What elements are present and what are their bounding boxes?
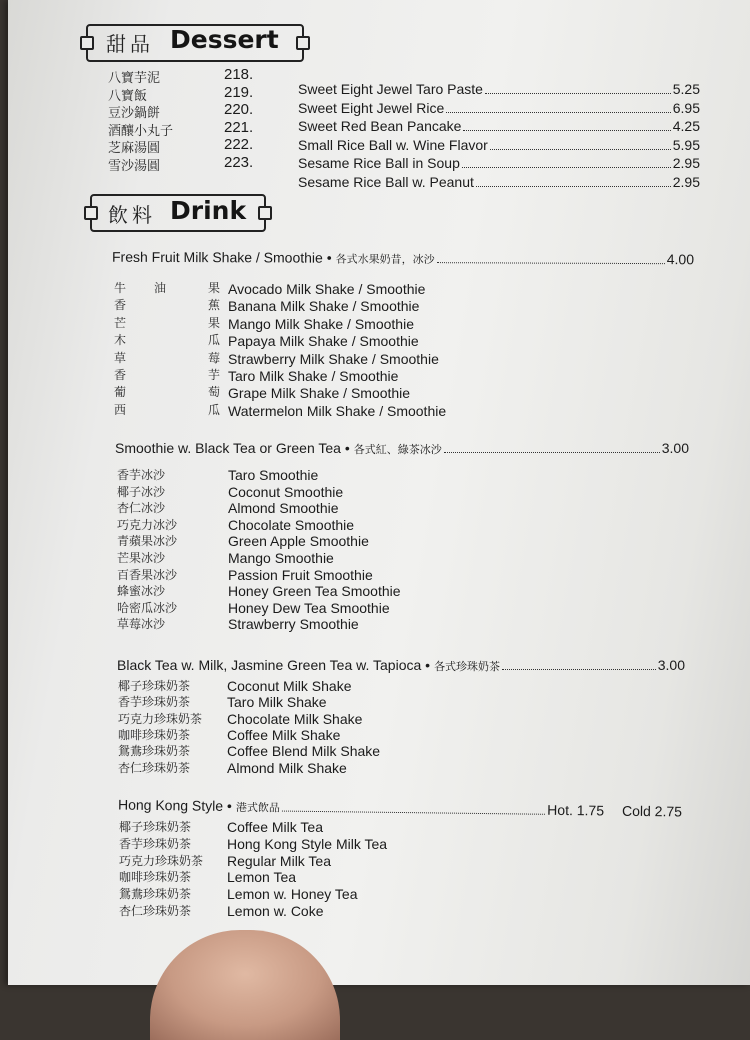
leader-dots: [476, 186, 671, 187]
fruit-item-zh-b: 瓜: [208, 333, 221, 348]
fruit-item-zh-a: 香: [114, 298, 135, 313]
drink-item-name: Coffee Milk Shake: [227, 726, 341, 743]
section-tapioca-price: 3.00: [657, 657, 685, 673]
drink-item-name: Almond Smoothie: [228, 500, 339, 517]
drink-item-name: Coffee Milk Tea: [227, 819, 323, 835]
fruit-item-zh-b: 芋: [208, 368, 221, 382]
drink-item-zh: 香芋珍珠奶茶: [119, 836, 192, 851]
fruit-item-zh-b: 果: [208, 315, 221, 330]
dessert-item-number: 218.: [224, 66, 254, 83]
fruit-item-zh-a: 木: [114, 333, 135, 348]
drink-item-zh: 香芋冰沙: [117, 468, 166, 482]
drink-item-name: Lemon Tea: [227, 869, 297, 886]
dessert-item-zh: 豆沙鍋餅: [108, 106, 161, 121]
drink-item-name: Chocolate Milk Shake: [227, 710, 363, 727]
drink-item-zh: 杏仁冰沙: [117, 501, 166, 516]
leader-dots: [490, 149, 671, 150]
dessert-item-price: 5.95: [672, 136, 700, 153]
fruit-item-zh-b: 萄: [208, 385, 221, 400]
dessert-item-zh: 芝麻湯圓: [108, 141, 161, 156]
dessert-item-row: [298, 137, 700, 153]
dessert-item-price: 2.95: [672, 173, 700, 190]
drink-item-name: Passion Fruit Smoothie: [228, 566, 373, 583]
fruit-item-name: Papaya Milk Shake / Smoothie: [228, 333, 419, 350]
fruit-item-zh-a: 香: [114, 368, 135, 382]
dessert-item-zh: 雪沙湯圓: [108, 158, 161, 174]
dessert-item-row: [298, 118, 700, 134]
section-fruit-title: [112, 249, 694, 269]
drink-header-zh: 飲料: [108, 203, 156, 227]
section-fruit-title-zh: 各式水果奶昔，冰沙: [335, 252, 435, 267]
dessert-item-number: 219.: [224, 83, 254, 101]
section-hk-price-hot: Hot. 1.75: [547, 801, 605, 819]
dessert-item-zh: 八寶飯: [108, 88, 148, 104]
section-tapioca-title-zh: 各式珍珠奶茶: [434, 660, 501, 673]
dessert-item-name: Sesame Rice Ball in Soup: [298, 155, 460, 171]
leader-dots: [463, 130, 670, 131]
drink-item-zh: 咖啡珍珠奶茶: [118, 727, 191, 742]
drink-item-zh: 芒果冰沙: [117, 551, 166, 565]
drink-item-name: Taro Milk Shake: [227, 694, 327, 711]
drink-item-zh: 鴛鴦珍珠奶茶: [119, 887, 192, 902]
fruit-item-zh-b: 蕉: [208, 298, 221, 313]
section-fruit-title-en: Fresh Fruit Milk Shake / Smoothie •: [111, 248, 332, 266]
drink-item-zh: 椰子冰沙: [117, 484, 166, 499]
fruit-item-zh-a: 牛 油: [114, 281, 175, 295]
section-smoothie-title-en: Smoothie w. Black Tea or Green Tea •: [115, 440, 350, 456]
drink-item-name: Lemon w. Honey Tea: [227, 886, 358, 903]
drink-item-name: Chocolate Smoothie: [228, 516, 355, 533]
dessert-item-number: 223.: [224, 153, 254, 171]
drink-item-name: Green Apple Smoothie: [228, 533, 369, 550]
fruit-item-name: Mango Milk Shake / Smoothie: [228, 315, 414, 332]
fruit-item-name: Watermelon Milk Shake / Smoothie: [228, 402, 447, 419]
fruit-item-zh-b: 莓: [208, 350, 221, 365]
dessert-item-zh: 八寶芋泥: [108, 71, 161, 86]
dessert-item-name: Sweet Eight Jewel Taro Paste: [298, 81, 483, 97]
dessert-item-number: 221.: [224, 118, 254, 136]
fruit-item-name: Taro Milk Shake / Smoothie: [228, 368, 399, 384]
drink-item-zh: 椰子珍珠奶茶: [119, 820, 192, 834]
drink-item-name: Regular Milk Tea: [227, 852, 332, 869]
leader-dots: [282, 811, 545, 815]
drink-item-zh: 蜂蜜冰沙: [117, 584, 166, 599]
leader-dots: [485, 93, 671, 94]
dessert-item-name: Sesame Rice Ball w. Peanut: [298, 173, 474, 190]
drink-item-name: Taro Smoothie: [228, 467, 319, 483]
dessert-item-price: 6.95: [672, 99, 700, 116]
drink-item-zh: 杏仁珍珠奶茶: [118, 760, 191, 775]
section-smoothie-price: 3.00: [661, 440, 689, 456]
drink-item-name: Coconut Smoothie: [228, 483, 344, 500]
dessert-item-row: [298, 81, 700, 97]
drink-item-zh: 青蘋果冰沙: [117, 534, 178, 549]
dessert-item-price: 5.25: [672, 81, 700, 97]
drink-item-name: Honey Dew Tea Smoothie: [228, 599, 390, 616]
dessert-header-zh: 甜品: [106, 32, 154, 56]
drink-header-en: Drink: [170, 196, 247, 225]
leader-dots: [462, 167, 671, 168]
fruit-item-zh-a: 草: [114, 350, 135, 365]
drink-item-name: Almond Milk Shake: [227, 759, 347, 776]
drink-item-zh: 巧克力珍珠奶茶: [118, 711, 203, 726]
dessert-item-row: [298, 174, 700, 190]
leader-dots: [444, 452, 660, 453]
dessert-item-name: Sweet Eight Jewel Rice: [298, 99, 445, 116]
drink-item-name: Mango Smoothie: [228, 550, 334, 566]
drink-item-zh: 哈密瓜冰沙: [117, 600, 178, 615]
drink-item-zh: 杏仁珍珠奶茶: [119, 904, 192, 918]
dessert-item-price: 2.95: [672, 155, 700, 171]
drink-item-name: Lemon w. Coke: [227, 903, 324, 919]
dessert-item-zh: 酒釀小丸子: [108, 123, 174, 139]
section-tapioca-title: [117, 657, 685, 674]
section-hk-price-cold: Cold 2.75: [621, 802, 683, 820]
fruit-item-zh-b: 果: [208, 281, 221, 295]
fruit-item-zh-a: 芒: [114, 315, 135, 330]
leader-dots: [446, 112, 670, 113]
dessert-item-name: Sweet Red Bean Pancake: [298, 118, 462, 134]
dessert-item-name: Small Rice Ball w. Wine Flavor: [298, 136, 488, 153]
drink-item-zh: 香芋珍珠奶茶: [118, 695, 191, 710]
fruit-item-zh-a: 西: [114, 402, 135, 417]
drink-item-name: Coconut Milk Shake: [227, 678, 352, 694]
section-hk-title-zh: 港式飲品: [235, 800, 280, 815]
leader-dots: [502, 669, 656, 670]
fruit-item-zh-b: 瓜: [208, 402, 221, 417]
section-hk-title-en: Hong Kong Style •: [117, 796, 232, 814]
drink-item-zh: 草莓冰沙: [117, 617, 166, 632]
dessert-item-row: [298, 100, 700, 116]
fruit-item-name: Avocado Milk Shake / Smoothie: [228, 281, 426, 297]
section-tapioca-title-en: Black Tea w. Milk, Jasmine Green Tea w. Tapioca •: [117, 657, 431, 673]
drink-item-zh: 百香果冰沙: [117, 567, 178, 582]
dessert-item-number: 222.: [224, 136, 254, 153]
drink-item-name: Hong Kong Style Milk Tea: [227, 835, 388, 852]
drink-item-name: Honey Green Tea Smoothie: [228, 583, 401, 600]
leader-dots: [437, 262, 665, 264]
section-smoothie-title-zh: 各式紅、綠茶冰沙: [353, 443, 442, 456]
drink-item-zh: 巧克力珍珠奶茶: [119, 853, 204, 868]
section-fruit-price: 4.00: [666, 251, 695, 268]
dessert-item-row: [298, 155, 700, 171]
dessert-item-price: 4.25: [672, 118, 700, 134]
fruit-item-name: Grape Milk Shake / Smoothie: [228, 385, 411, 402]
drink-item-zh: 巧克力冰沙: [117, 517, 178, 532]
dessert-header-en: Dessert: [170, 25, 279, 54]
drink-item-zh: 椰子珍珠奶茶: [118, 679, 191, 693]
drink-item-zh: 咖啡珍珠奶茶: [119, 870, 192, 885]
fruit-item-name: Banana Milk Shake / Smoothie: [228, 298, 420, 315]
section-smoothie-title: [115, 440, 689, 457]
drink-item-name: Strawberry Smoothie: [228, 616, 359, 633]
drink-item-name: Coffee Blend Milk Shake: [227, 743, 381, 760]
drink-item-zh: 鴛鴦珍珠奶茶: [118, 744, 191, 759]
fruit-item-zh-a: 葡: [114, 385, 135, 400]
dessert-item-number: 220.: [224, 101, 254, 118]
fruit-item-name: Strawberry Milk Shake / Smoothie: [228, 350, 439, 367]
